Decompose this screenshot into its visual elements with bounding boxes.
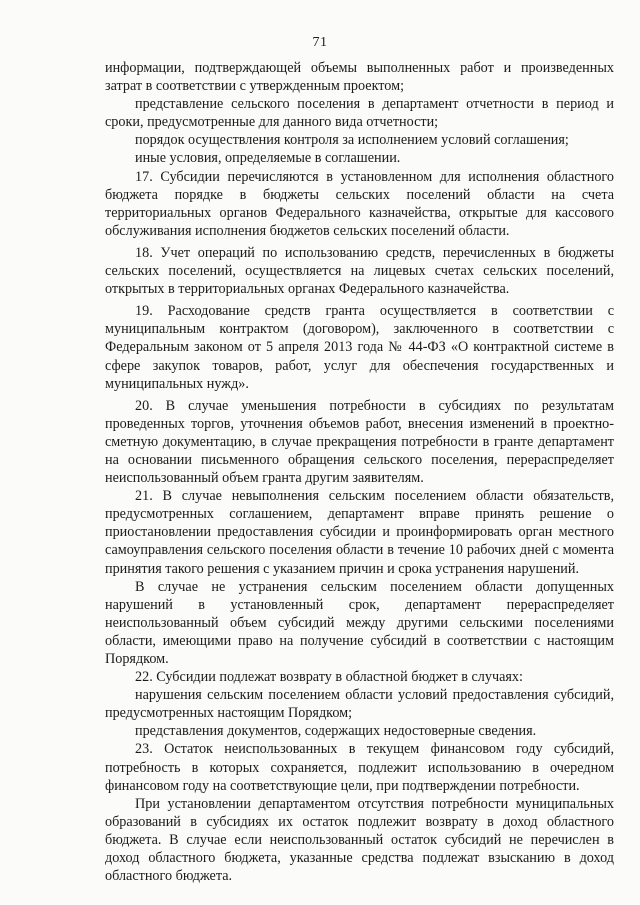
paragraph-19: 19. Расходование средств гранта осуществляется в соответствии с муниципальным контрактом (договором), заключенного в соответствии с Федеральным законом от 5 апреля 2013 года № 44-ФЗ «О контрактной системе в сфере закупок товаров, работ, услуг для обеспечения государственных и муниципальных нужд».: [105, 303, 614, 392]
paragraph-17: 17. Субсидии перечисляются в установленном для исполнения областного бюджета порядке в бюджеты сельских поселений области на счета территориальных органов Федерального казначейства, открытые для кассового обслуживания исполнения бюджетов сельских поселений области.: [105, 168, 614, 239]
paragraph-20: 20. В случае уменьшения потребности в субсидиях по результатам проведенных торгов, уточнения объемов работ, внесения изменений в проектно-сметную документацию, в случае прекращения потребности в гранте департамент на основании письменного обращения сельского поселения, перераспределяет неиспользованный объем гранта другим заявителям.: [105, 397, 614, 487]
page-number: 71: [312, 35, 328, 50]
paragraph-21: 21. В случае невыполнения сельским поселением области обязательств, предусмотренных соглашением, департамент вправе принять решение о приостановлении предоставления субсидии и проинформировать орган местного самоуправления сельского поселения области в течение 10 рабочих дней с момента принятия такого решения с указанием причин и срока устранения нарушений.: [105, 488, 614, 577]
document-body: [105, 59, 614, 885]
paragraph-22-violation: нарушения сельским поселением области условий предоставления субсидий, предусмотренных настоящим Порядком;: [105, 687, 614, 722]
paragraph-22: 22. Субсидии подлежат возврату в областной бюджет в случаях:: [135, 669, 523, 686]
paragraph-23: 23. Остаток неиспользованных в текущем финансовом году субсидий, потребность в которых сохраняется, подлежит использованию в очередном финансовом году на соответствующие цели, при подтверждении потребности.: [105, 741, 614, 794]
paragraph-control: порядок осуществления контроля за исполнением условий соглашения;: [135, 132, 569, 149]
paragraph-23-return: При установлении департаментом отсутствия потребности муниципальных образований в субсидиях их остаток подлежит возврату в доход областного бюджета. В случае если неиспользованный остаток субсидий не перечислен в доход областного бюджета, указанные средства подлежат взысканию в доход областного бюджета.: [105, 795, 614, 885]
paragraph-18: 18. Учет операций по использованию средств, перечисленных в бюджеты сельских поселений, осуществляется на лицевых счетах сельских поселений, открытых в территориальных органах Федерального казначейства.: [105, 244, 614, 298]
paragraph-21-continued: В случае не устранения сельским поселением области допущенных нарушений в установленный срок, департамент перераспределяет неиспользованный объем субсидий между другими сельскими поселениями области, имеющими право на получение субсидий в соответствии с настоящим Порядком.: [105, 578, 614, 667]
paragraph-info-continuation: информации, подтверждающей объемы выполненных работ и произведенных затрат в соответствии с утвержденным проектом;: [105, 60, 614, 95]
paragraph-22-false-docs: представления документов, содержащих недостоверные сведения.: [135, 723, 537, 740]
paragraph-reporting: представление сельского поселения в департамент отчетности в период и сроки, предусмотренные для данного вида отчетности;: [105, 96, 614, 131]
paragraph-other-conditions: иные условия, определяемые в соглашении.: [135, 150, 401, 167]
